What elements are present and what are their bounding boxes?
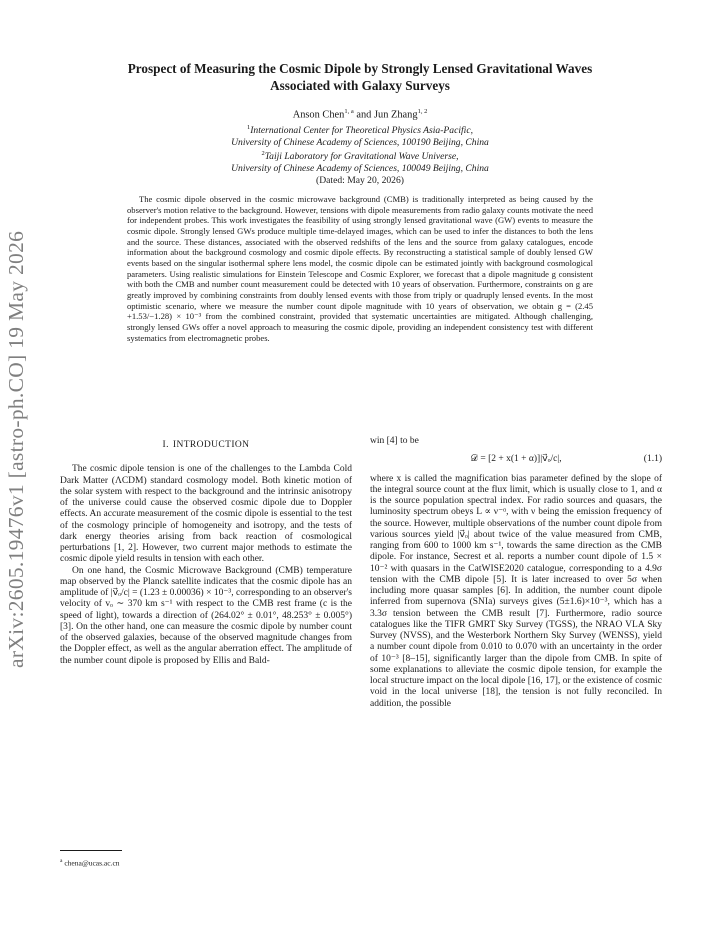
affiliation-number: 2 <box>261 150 265 158</box>
author-names <box>100 106 620 121</box>
body-paragraph: On one hand, the Cosmic Microwave Background (CMB) temperature map observed by the Planck satellite indicates that the cosmic dipole has an amplitude of |v⃗ₒ/c| = (1.23 ± 0.00036) × 10⁻³, corresponding to an observer's velocity of vₒ ∼ 370 km s⁻¹ with respect to the CMB rest frame (c is the speed of light), towards a direction of (264.02° ± 0.01°, 48.253° ± 0.005°) [3]. On the other hand, one can measure the cosmic dipole by number count of the observed galaxies, because of the observed magnitude changes from the Doppler effect, as well as the angular aberration effect. The amplitude of the number count dipole is proposed by Ellis and Bald- <box>60 565 352 666</box>
left-column <box>60 436 352 667</box>
affiliation-line: Taiji Laboratory for Gravitational Wave Universe, <box>264 151 459 163</box>
equation-label: (1.1) <box>643 454 662 465</box>
author-affiliation-mark: 1, a <box>344 108 354 115</box>
title-line-2: Associated with Galaxy Surveys <box>270 78 450 93</box>
affiliation-2-address: University of Chinese Academy of Sciences, 100049 Beijing, China <box>231 163 489 175</box>
equation-body: 𝒟 = [2 + x(1 + α)]|v⃗ₒ/c|, <box>470 454 562 465</box>
author-name: Jun Zhang <box>373 109 418 121</box>
body-paragraph: where x is called the magnification bias parameter defined by the slope of the integral source count at the flux limit, which is usually close to 1, and α is the source population spectral index. For radio sources and quasars, the luminosity spectrum obeys L ∝ ν⁻ᵅ, with ν being the emission frequency of the source. However, multiple observations of the number count dipole from various sources yield |v⃗ₒ| about twice of the value measured from CMB, ranging from 600 to 1000 km s⁻¹, towards the same direction as the CMB dipole. For instance, Secrest et al. reports a number count dipole of 1.5 × 10⁻² with quasars in the CatWISE2020 catalogue, corresponding to a 4.9σ tension with the CMB dipole [5]. It is later increased to over 5σ when including more quasar samples [6]. In addition, the number count dipole inferred from supernova (SNIa) surveys gives (5±1.6)×10⁻³, which has a 3.3σ tension between the CMB result [7]. Furthermore, radio source catalogues like the TIFR GMRT Sky Survey (TGSS), the NRAO VLA Sky Survey (NVSS), and the Westerbork Northern Sky Survey (WENSS), yield a number count dipole from 0.010 to 0.070 with an uncertainty in the order of 10⁻³ [8–15], significantly larger than the dipole from CMB. In spite of some explanations to alleviate the cosmic dipole tension, for example the local structure impact on the local dipole [16, 17], or the existence of cosmic void in the local universe [18], the tension is not fully reconciled. In addition, the possible <box>370 473 662 709</box>
author-conjunction: and <box>356 109 372 121</box>
footnote-divider <box>60 850 122 851</box>
title-line-1: Prospect of Measuring the Cosmic Dipole by Strongly Lensed Gravitational Waves <box>127 61 593 76</box>
section-title: INTRODUCTION <box>172 440 250 450</box>
footnote <box>60 857 120 868</box>
author-name: Anson Chen <box>292 109 345 121</box>
author-block <box>100 106 620 186</box>
affiliation-number: 1 <box>246 124 251 132</box>
body-paragraph-continuation: win [4] to be <box>370 436 419 446</box>
author-affiliation-mark: 1, 2 <box>417 108 428 115</box>
footnote-email: chena@ucas.ac.cn <box>64 858 120 868</box>
section-number: I. <box>162 440 169 450</box>
paper-title <box>60 60 660 94</box>
footnote-mark: a <box>60 858 63 864</box>
abstract: The cosmic dipole observed in the cosmic microwave background (CMB) is traditionally interpreted as being caused by the observer's motion relative to the background. However, tensions with dipole measurements from radio galaxy counts motivate the need for independent probes. This work investigates the feasibility of using strongly lensed gravitational wave (GW) events to measure the cosmic dipole. Strongly lensed GWs produce multiple time-delayed images, which can be used to infer the distances to both the lens and the source. These distances, associated with the observed redshifts of the lens and the source from galaxy catalogues, encode information about the background cosmology and cosmic dipole effects. By reconstructing a statistical sample of doubly lensed GW events based on the singular isothermal sphere lens model, the cosmic dipole can be estimated jointly with background cosmological parameters. Using realistic simulations for Einstein Telescope and Cosmic Explorer, we forecast that a dipole magnitude g consistent with both the CMB and number count measurement could be detected with 10 years of observation. Furthermore, constraints on g are greatly improved by combining constraints from doubly lensed events with those from triply or quadruply lensed events. In the most optimistic scenario, where we measure the number count dipole magnitude with 10 years of observation, we obtain g = (2.45 +1.53/−1.28) × 10⁻³ from the combined constraint, provided that systematic uncertainties are mitigated. Although challenging, strongly lensed GWs offer a novel approach to measuring the cosmic dipole, providing an independent consistency test with different systematics from electromagnetic probes. <box>127 194 593 343</box>
section-heading <box>60 440 352 451</box>
affiliation-2 <box>100 148 620 163</box>
arxiv-identifier: arXiv:2605.19476v1 [astro-ph.CO] 19 May 2026 <box>4 230 28 668</box>
equation-1-1 <box>370 454 662 465</box>
right-column <box>370 436 662 710</box>
affiliation-line: International Center for Theoretical Physics Asia-Pacific, <box>250 125 473 137</box>
affiliation-1-address: University of Chinese Academy of Sciences, 100190 Beijing, China <box>231 136 489 148</box>
body-paragraph: The cosmic dipole tension is one of the challenges to the Lambda Cold Dark Matter (ΛCDM) standard cosmology model. Both kinetic motion of the solar system with respect to the background and the intrinsic anisotropy of the universe could cause the observed cosmic dipole due to Doppler effects. An accurate measurement of the cosmic dipole is essential to the test of the cosmology principle of homogeneity and isotropy, and the tests of dark energy theories arising from back reaction of cosmological perturbations [1, 2]. However, two current major methods to estimate the cosmic dipole yield results in tension with each other. <box>60 464 352 565</box>
affiliation-1 <box>100 122 620 137</box>
date-line: (Dated: May 20, 2026) <box>316 174 404 186</box>
